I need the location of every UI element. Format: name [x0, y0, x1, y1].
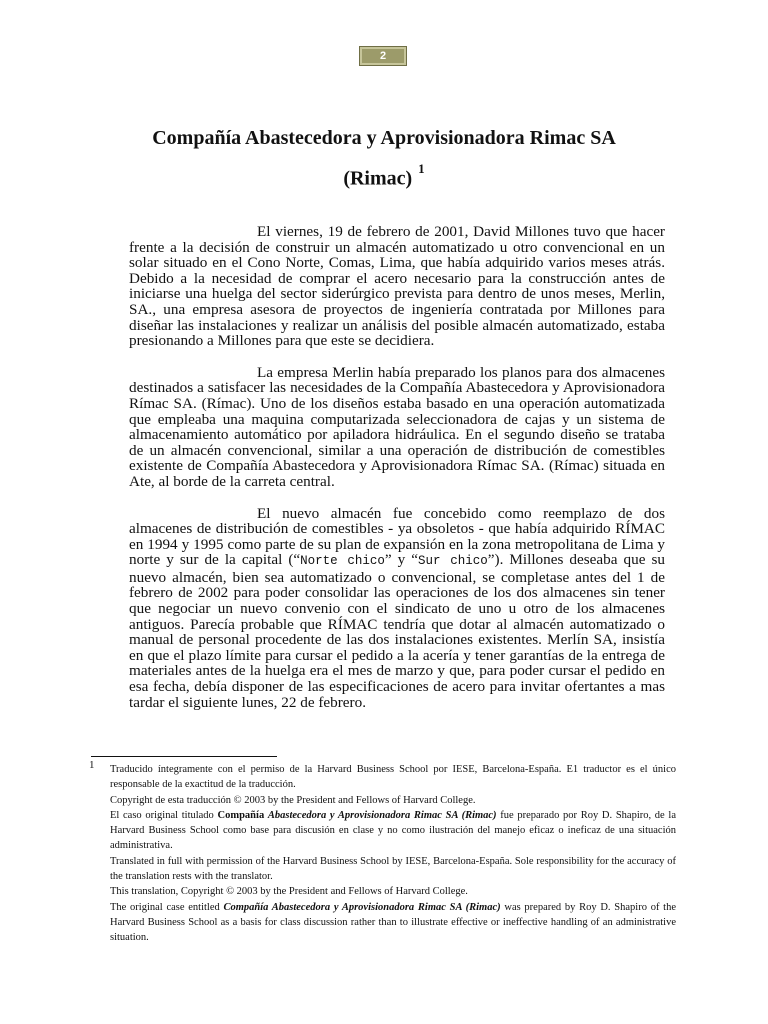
title-abbreviation: (Rimac): [343, 167, 413, 190]
footnote: [110, 762, 676, 946]
footnote-case-title-bold: Compañía: [217, 809, 268, 821]
footnote-case-title-italic: Abastecedora y Aprovisionadora Rimac SA (Rimac): [267, 809, 497, 821]
paragraph-1: El viernes, 19 de febrero de 2001, David Millones tuvo que hacer frente a la decisión de construir un almacén automatizado u otro convencional en un solar situado en el Cono Norte, Comas, Lima, que había adquirido varios meses atrás. Debido a la necesidad de comprar el acero necesario para la construcción antes de iniciarse una huelga del sector siderúrgico prevista para dentro de unos meses, Merlin, SA., una empresa asesora de proyectos de ingeniería contratada por Millones para diseñar las instalaciones y realizar un análisis del posible almacén automatizado, estaba presionando a Millones para que este se decidiera.: [129, 223, 665, 350]
footnote-original-title: Compañía Abastecedora y Aprovisionadora Rimac SA (Rimac): [223, 901, 501, 913]
footnote-line-5: This translation, Copyright © 2003 by the President and Fellows of Harvard College.: [110, 886, 468, 898]
title-footnote-ref: 1: [418, 161, 425, 176]
document-title-line2: [100, 160, 668, 192]
page-number-badge: 2: [359, 46, 407, 66]
document-title: Compañía Abastecedora y Aprovisionadora Rimac SA: [152, 127, 616, 149]
footnote-line-6: [110, 900, 676, 946]
footnote-line-3-rest: fue preparado por Roy D. Shapiro, de la Harvard Business School como base para discusión en clase y no como ilustración del manejo eficaz o ineficaz de una situación administrativa.: [110, 809, 676, 852]
sur-chico-term: Sur chico: [418, 554, 488, 569]
document-body: [129, 224, 665, 726]
paragraph-3-part-2: ” y “: [384, 551, 419, 569]
footnote-line-6-text: The original case entitled: [110, 901, 224, 913]
norte-chico-term: Norte chico: [300, 554, 385, 569]
footnote-line-6-rest: was prepared by Roy D. Shapiro of the Harvard Business School as a basis for class discussion rather than to illustrate effective or ineffective handling of an administrative situation.: [110, 901, 676, 944]
footnote-line-1: Traducido íntegramente con el permiso de la Harvard Business School por IESE, Barcelona-España. E1 traductor es el único responsable de la exactitud de la traducción.: [110, 764, 676, 791]
paragraph-3-part-3: ”). Millones deseaba que su nuevo almacén, bien sea automatizado o convencional, se completase antes del 1 de febrero de 2002 para poder consolidar las operaciones de los dos almacenes sin tener que negociar un nuevo convenio con el sindicato de uno u otro de los almacenes antiguos. Parecía probable que RÍMAC tendría que dotar al almacén automatizado o manual de personal procedente de las dos instalaciones existentes. Merlín SA, insistía en que el plazo límite para cursar el pedido a la acería y tener garantías de la entrega de materiales antes de la huelga era el mes de marzo y que, para poder cursar el pedido en esa fecha, debía disponer de las especificaciones de acero para invitar ofertantes a mas tardar el siguiente lunes, 22 de febrero.: [129, 551, 665, 711]
footnote-mark: 1: [89, 759, 95, 771]
footnote-line-2: Copyright de esta traducción © 2003 by the President and Fellows of Harvard College.: [110, 794, 476, 806]
footnote-line-3: [110, 808, 676, 854]
paragraph-2: La empresa Merlin había preparado los planos para dos almacenes destinados a satisfacer las necesidades de la Compañía Abastecedora y Aprovisionadora Rímac SA. (Rímac). Uno de los diseños estaba basado en una operación automatizada que empleaba una maquina computarizada seleccionadora de cajas y un sistema de almacenamiento automático por apiladora hidráulica. En el segundo diseño se trataba de un almacén convencional, similar a una operación de distribución de comestibles existente de Compañía Abastecedora y Aprovisionadora Rímac SA. (Rímac) situada en Ate, al borde de la carreta central.: [129, 363, 665, 490]
footnote-separator: [91, 756, 277, 757]
paragraph-3-part-1: El nuevo almacén fue concebido como reemplazo de dos almacenes de distribución de comestibles - ya obsoletos - que había adquirido RÍMAC en 1994 y 1995 como parte de su plan de expansión en la zona metropolitana de Lima y norte y sur de la capital (“: [129, 504, 665, 569]
footnote-line-4: Translated in full with permission of the Harvard Business School by IESE, Barcelona-España. Sole responsibility for the accuracy of the translation rests with the translator.: [110, 855, 676, 883]
footnote-line-3-text: El caso original titulado: [110, 809, 218, 821]
paragraph-3: [129, 506, 665, 711]
